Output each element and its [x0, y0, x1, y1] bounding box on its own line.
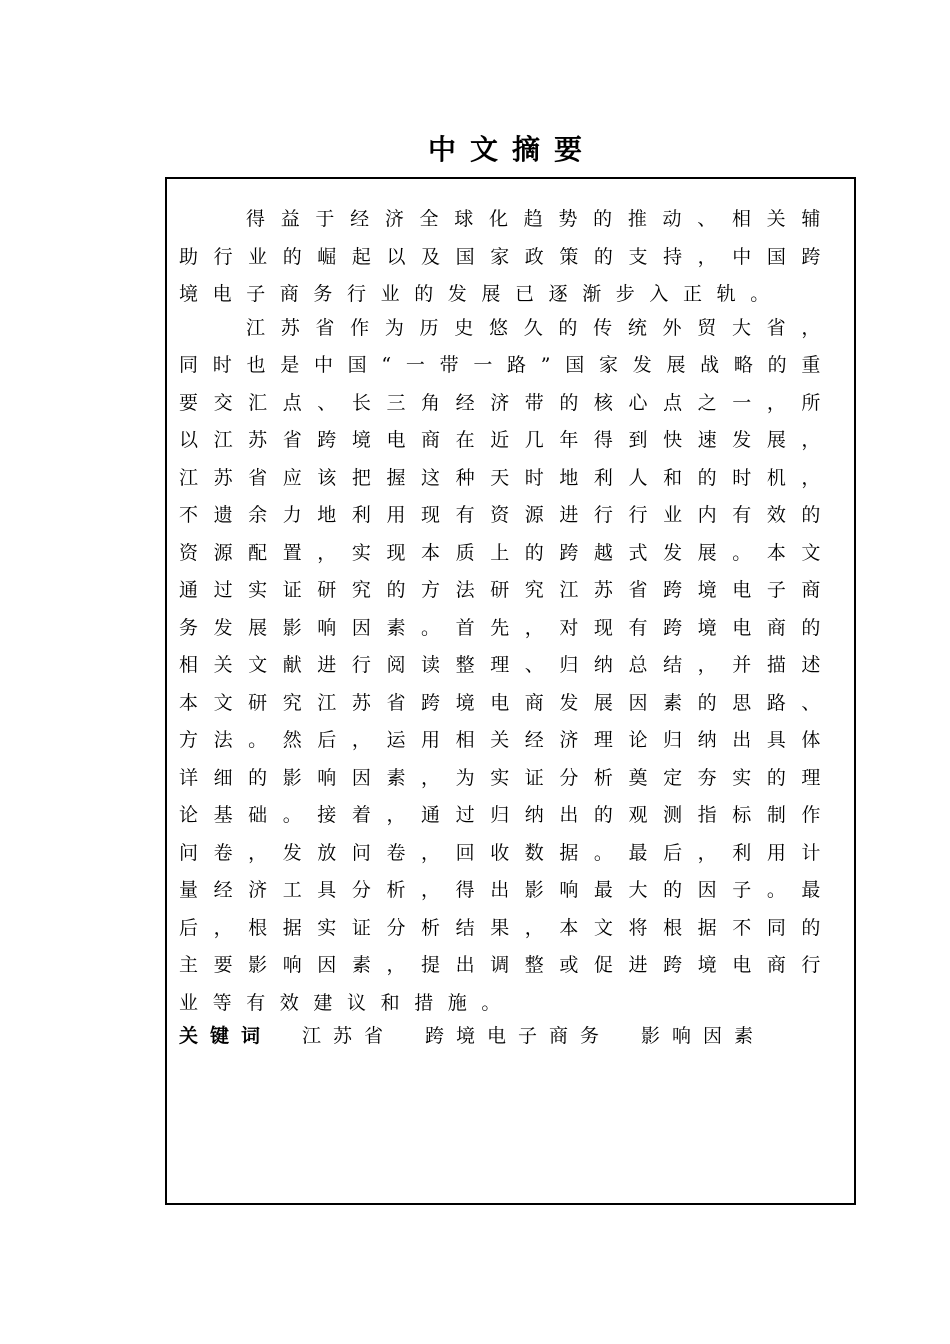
keyword-item: 影响因素: [641, 1024, 766, 1047]
keywords-row: [179, 1017, 795, 1051]
abstract-paragraph-2: 江苏省作为历史悠久的传统外贸大省，同时也是中国“一带一路”国家发展战略的重要交汇点、长三角经济带的核心点之一，所以江苏省跨境电商在近几年得到快速发展，江苏省应该把握这种天时地利人和的时机，不遗余力地利用现有资源进行行业内有效的资源配置，实现本质上的跨越式发展。本文通过实证研究的方法研究江苏省跨境电子商务发展影响因素。首先，对现有跨境电商的相关文献进行阅读整理、归纳总结，并描述本文研究江苏省跨境电商发展因素的思路、方法。然后，运用相关经济理论归纳出具体详细的影响因素，为实证分析奠定夯实的理论基础。接着，通过归纳出的观测指标制作问卷，发放问卷，回收数据。最后，利用计量经济工具分析，得出影响最大的因子。最后，根据实证分析结果，本文将根据不同的主要影响因素，提出调整或促进跨境电商行业等有效建议和措施。: [179, 316, 835, 1014]
abstract-body: [179, 201, 835, 1022]
abstract-paragraph-1: 得益于经济全球化趋势的推动、相关辅助行业的崛起以及国家政策的支持，中国跨境电子商务行业的发展已逐渐步入正轨。: [179, 208, 835, 305]
keywords-label: 关键词: [179, 1024, 273, 1047]
page-title: 中文摘要: [427, 133, 596, 166]
keyword-item: 跨境电子商务: [425, 1024, 612, 1047]
keyword-item: 江苏省: [302, 1024, 396, 1047]
abstract-frame: [165, 177, 856, 1205]
